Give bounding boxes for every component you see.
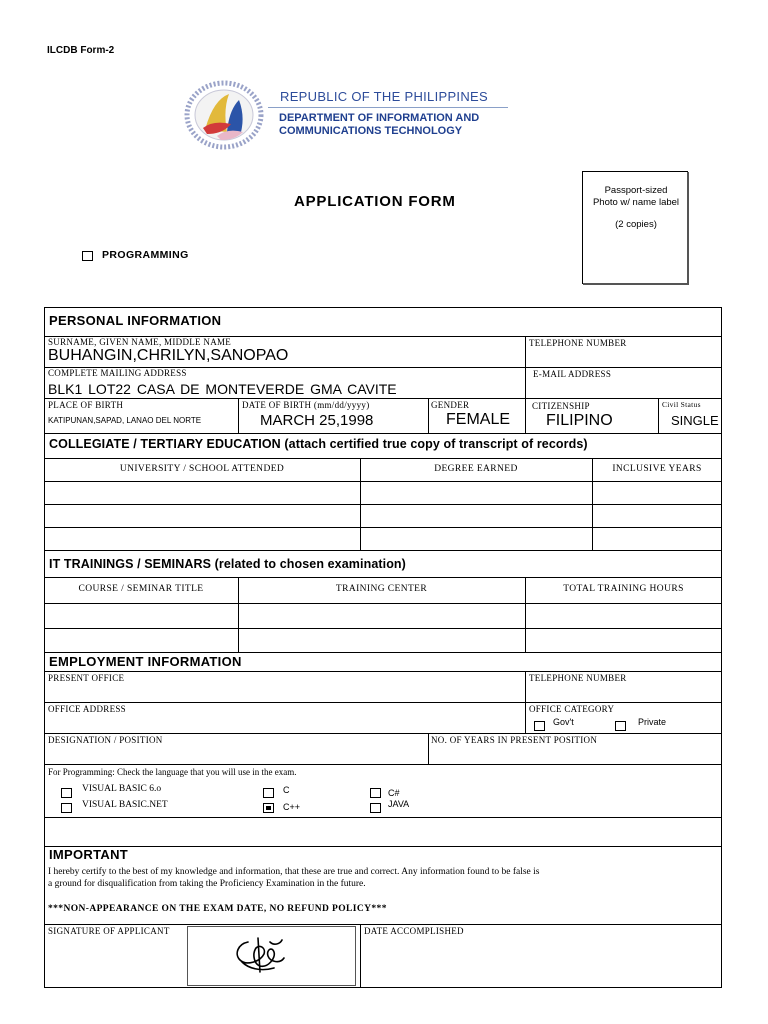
important-heading: IMPORTANT xyxy=(49,847,129,862)
programming-label: PROGRAMMING xyxy=(102,249,189,261)
citizenship-label: CITIZENSHIP xyxy=(532,401,590,411)
email-field[interactable] xyxy=(533,381,718,395)
training-row[interactable] xyxy=(45,604,721,628)
private-label: Private xyxy=(638,717,667,727)
form-title: APPLICATION FORM xyxy=(294,193,456,210)
education-col-years: INCLUSIVE YEARS xyxy=(612,464,702,474)
civil-status-label: Civil Status xyxy=(662,400,701,409)
education-heading: COLLEGIATE / TERTIARY EDUCATION (attach certified true copy of transcript of records) xyxy=(49,437,588,451)
trainings-heading: IT TRAININGS / SEMINARS (related to chosen examination) xyxy=(49,557,406,571)
education-row[interactable] xyxy=(45,482,721,504)
personal-info-heading: PERSONAL INFORMATION xyxy=(49,313,222,328)
address-field[interactable]: BLK1 LOT22 CASA DE MONTEVERDE GMA CAVITE xyxy=(48,381,397,397)
birthplace-label: PLACE OF BIRTH xyxy=(48,400,124,410)
years-in-position-field[interactable] xyxy=(431,747,719,762)
dob-label: DATE OF BIRTH (mm/dd/yyyy) xyxy=(242,400,370,410)
education-row[interactable] xyxy=(45,505,721,527)
programming-checkbox[interactable] xyxy=(82,251,93,261)
education-col-degree: DEGREE EARNED xyxy=(434,464,518,474)
certification-text-1: I hereby certify to the best of my knowledge and information, that these are true and correct. Any information found to be false is xyxy=(48,867,540,877)
email-label: E-MAIL ADDRESS xyxy=(533,369,612,379)
csharp-label: C# xyxy=(388,788,400,798)
date-accomplished-field[interactable] xyxy=(364,942,718,982)
training-row[interactable] xyxy=(45,629,721,652)
java-label: JAVA xyxy=(388,799,410,809)
citizenship-field[interactable]: FILIPINO xyxy=(546,412,613,429)
gender-field[interactable]: FEMALE xyxy=(446,411,511,428)
education-row[interactable] xyxy=(45,528,721,550)
years-in-position-label: NO. OF YEARS IN PRESENT POSITION xyxy=(431,735,598,745)
office-address-field[interactable] xyxy=(48,716,522,731)
employment-telephone-field[interactable] xyxy=(529,685,719,700)
date-accomplished-label: DATE ACCOMPLISHED xyxy=(364,926,464,936)
department-line-2: COMMUNICATIONS TECHNOLOGY xyxy=(279,125,463,137)
language-instruction: For Programming: Check the language that you will use in the exam. xyxy=(48,767,297,777)
cpp-checkbox[interactable] xyxy=(263,803,274,813)
form-code: ILCDB Form-2 xyxy=(47,45,115,56)
trainings-col-center: TRAINING CENTER xyxy=(335,584,428,594)
photo-box-line-2: Photo w/ name label xyxy=(592,197,680,208)
designation-label: DESIGNATION / POSITION xyxy=(48,735,163,745)
employment-telephone-label: TELEPHONE NUMBER xyxy=(529,673,627,683)
trainings-col-title: COURSE / SEMINAR TITLE xyxy=(78,584,204,594)
private-checkbox[interactable] xyxy=(615,721,626,731)
dict-seal-icon xyxy=(183,80,265,150)
c-label: C xyxy=(283,785,290,795)
govt-label: Gov't xyxy=(553,717,574,727)
address-label: COMPLETE MAILING ADDRESS xyxy=(48,368,187,378)
refund-policy-notice: ***NON-APPEARANCE ON THE EXAM DATE, NO REFUND POLICY*** xyxy=(48,904,387,914)
department-line-1: DEPARTMENT OF INFORMATION AND xyxy=(279,112,480,124)
certification-text-2: a ground for disqualification from taking the Proficiency Examination in the future. xyxy=(48,879,366,889)
signature-label: SIGNATURE OF APPLICANT xyxy=(48,926,170,936)
name-field[interactable]: BUHANGIN,CHRILYN,SANOPAO xyxy=(48,347,289,364)
photo-box-line-1: Passport-sized xyxy=(604,185,668,196)
present-office-label: PRESENT OFFICE xyxy=(48,673,125,683)
vb6-label: VISUAL BASIC 6.o xyxy=(82,784,162,794)
education-col-school: UNIVERSITY / SCHOOL ATTENDED xyxy=(119,464,285,474)
present-office-field[interactable] xyxy=(48,685,522,700)
office-address-label: OFFICE ADDRESS xyxy=(48,704,126,714)
signature-image xyxy=(230,932,290,976)
republic-text: REPUBLIC OF THE PHILIPPINES xyxy=(280,89,488,104)
java-checkbox[interactable] xyxy=(370,803,381,813)
vbnet-checkbox[interactable] xyxy=(61,803,72,813)
csharp-checkbox[interactable] xyxy=(370,788,381,798)
telephone-field[interactable] xyxy=(529,350,719,364)
vb6-checkbox[interactable] xyxy=(61,788,72,798)
vbnet-label: VISUAL BASIC.NET xyxy=(82,800,168,810)
c-checkbox[interactable] xyxy=(263,788,274,798)
govt-checkbox[interactable] xyxy=(534,721,545,731)
photo-box-line-3: (2 copies) xyxy=(615,219,657,230)
trainings-col-hours: TOTAL TRAINING HOURS xyxy=(563,584,684,594)
telephone-label: TELEPHONE NUMBER xyxy=(529,338,627,348)
designation-field[interactable] xyxy=(48,747,425,762)
office-category-label: OFFICE CATEGORY xyxy=(529,704,615,714)
gender-label: GENDER xyxy=(431,400,470,410)
name-label: SURNAME, GIVEN NAME, MIDDLE NAME xyxy=(48,337,232,347)
employment-heading: EMPLOYMENT INFORMATION xyxy=(49,654,242,669)
cpp-label: C++ xyxy=(283,802,301,812)
header-divider xyxy=(268,107,508,108)
birthplace-field[interactable]: KATIPUNAN,SAPAD, LANAO DEL NORTE xyxy=(48,416,202,425)
dob-field[interactable]: MARCH 25,1998 xyxy=(260,412,374,429)
civil-status-field[interactable]: SINGLE xyxy=(671,413,719,428)
